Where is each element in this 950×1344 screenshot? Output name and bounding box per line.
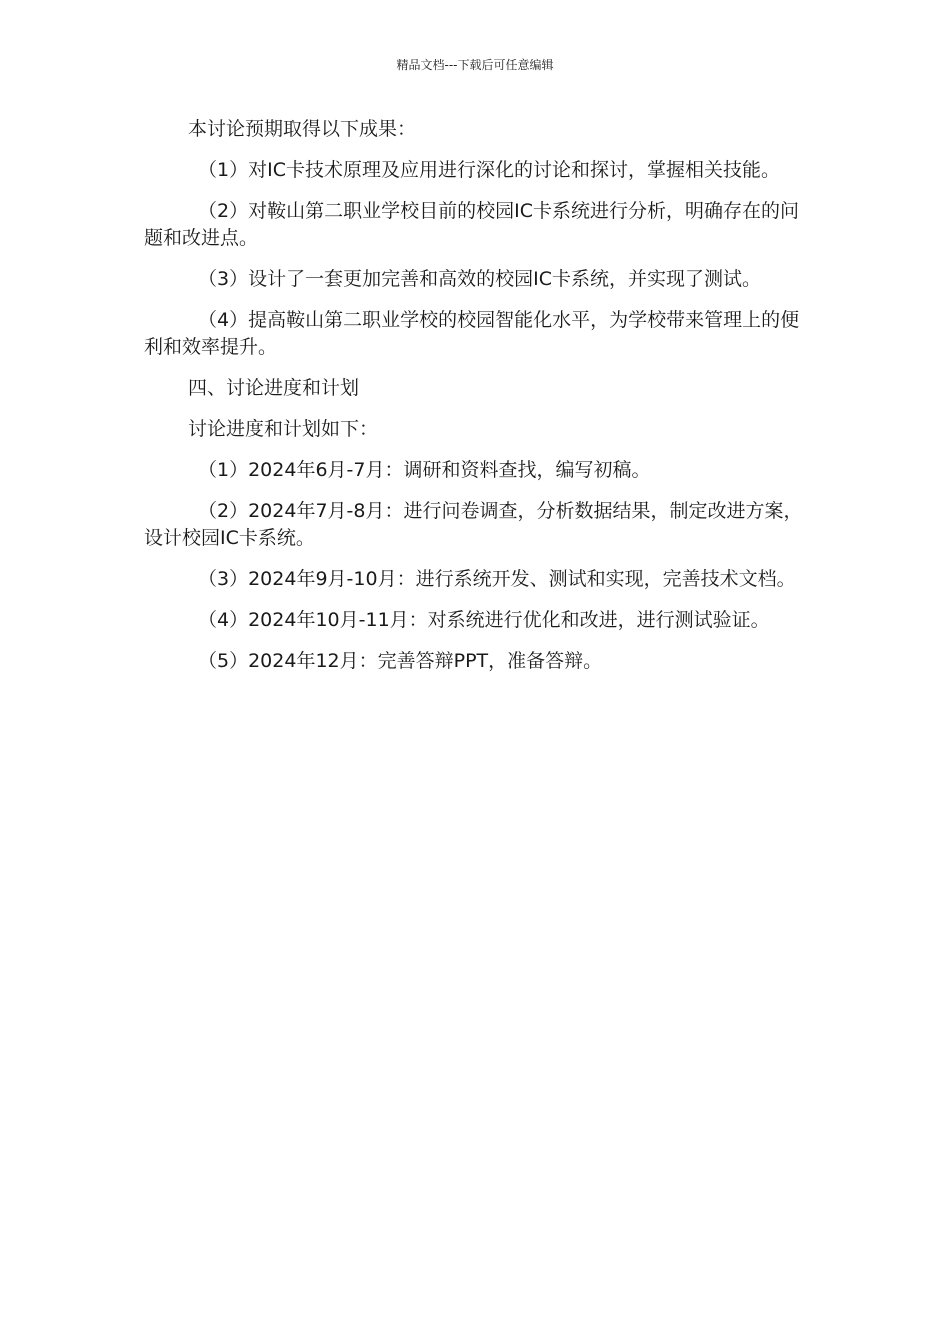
result-item-3: （3）设计了一套更加完善和高效的校园IC卡系统，并实现了测试。 xyxy=(198,268,761,290)
schedule-intro: 讨论进度和计划如下： xyxy=(188,418,379,440)
result-item-4: （4）提高鞍山第二职业学校的校园智能化水平，为学校带来管理上的便利和效率提升。 xyxy=(144,309,800,358)
expected-results-intro: 本讨论预期取得以下成果： xyxy=(188,118,417,140)
result-item-1: （1）对IC卡技术原理及应用进行深化的讨论和探讨，掌握相关技能。 xyxy=(198,159,780,181)
page-header: 精品文档---下载后可任意编辑 xyxy=(396,58,554,72)
schedule-item-5: （5）2024年12月：完善答辩PPT，准备答辩。 xyxy=(198,650,603,672)
schedule-item-3: （3）2024年9月-10月：进行系统开发、测试和实现，完善技术文档。 xyxy=(198,568,796,590)
schedule-item-1: （1）2024年6月-7月：调研和资料查找，编写初稿。 xyxy=(198,459,651,481)
schedule-item-2: （2）2024年7月-8月：进行问卷调查，分析数据结果，制定改进方案，设计校园IC卡系统。 xyxy=(144,500,803,549)
document-body xyxy=(144,116,808,689)
section-heading-schedule: 四、讨论进度和计划 xyxy=(188,377,360,399)
schedule-item-4: （4）2024年10月-11月：对系统进行优化和改进，进行测试验证。 xyxy=(198,609,770,631)
result-item-2: （2）对鞍山第二职业学校目前的校园IC卡系统进行分析，明确存在的问题和改进点。 xyxy=(144,200,799,249)
